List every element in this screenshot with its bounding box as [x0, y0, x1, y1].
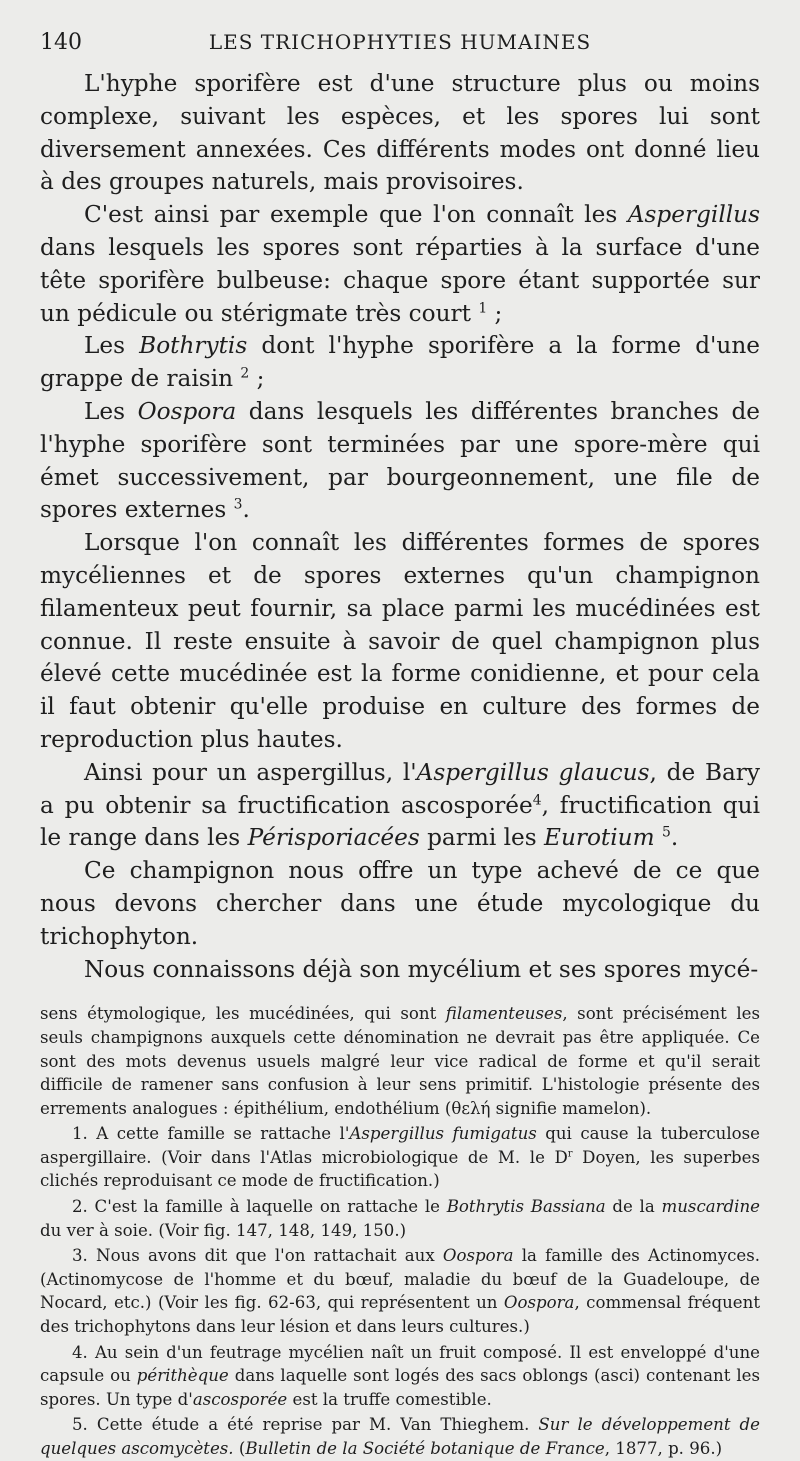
paragraph-4: Les Oospora dans lesquels les différentes branches de l'hyphe sporifère sont terminées par une spore-mère qui émet successivement, par bourgeonnement, une file de spores externes $^3$. [40, 397, 761, 524]
paragraph-1: L'hyphe sporifère est d'une structure plus ou moins complexe, suivant les espèces, et les spores lui sont diversement annexées. Ces différents modes ont donné lieu à des groupes naturels, mais provisoires. [40, 70, 760, 196]
footnote-4: 4. Au sein d'un feutrage mycélien naît un fruit composé. Il est enveloppé d'une capsule ou périthèque dans laquelle sont logés des sacs oblongs (asci) contenant les spores. Un type d'ascosporée est la truffe comestible. [40, 1342, 760, 1409]
taxon-perisporiacees: Périsporiacées [247, 824, 420, 852]
footnote-5: 5. Cette étude a été reprise par M. Van Thieghem. Sur le développement de quelques ascomycètes. (Bulletin de la Société botanique de France, 1877, p. 96.) [40, 1415, 760, 1458]
footnote-ref-5: 5 [661, 824, 671, 841]
taxon-oospora: Oospora [137, 397, 237, 425]
footnotes [40, 1002, 760, 1460]
footnote-2: 2. C'est la famille à laquelle on rattache le Bothrytis Bassiana de la muscardine du ver à soie. (Voir fig. 147, 148, 149, 150.) [40, 1197, 760, 1240]
running-title: LES TRICHOPHYTIES HUMAINES [208, 30, 592, 54]
taxon-bothrytis: Bothrytis [139, 332, 248, 360]
taxon-eurotium: Eurotium [544, 824, 655, 852]
footnote-continuation: sens étymologique, les mucédinées, qui sont filamenteuses, sont précisément les seuls champignons auxquels cette dénomination ne devrait pas être appliquée. Ce sont des mots devenus usuels malgré leur vice radical de forme et qu'il serait difficile de ramener sans confusion à leur sens primitif. L'histologie présente des errements analogues : épithélium, endothélium (θελή signifie mamelon). [40, 1004, 761, 1118]
footnote-ref-4: 4 [532, 791, 542, 808]
footnote-ref-1: 1 [478, 299, 488, 316]
page-number: 140 [40, 30, 82, 55]
main-text [40, 68, 760, 986]
taxon-aspergillus-glaucus: Aspergillus glaucus [416, 758, 650, 786]
footnote-1: 1. A cette famille se rattache l'Aspergillus fumigatus qui cause la tuberculose aspergillaire. (Voir dans l'Atlas microbiologique de M. le $D^r$ Doyen, les superbes clichés reproduisant ce mode de fructification.) [40, 1124, 760, 1191]
taxon-aspergillus: Aspergillus [627, 201, 760, 229]
paragraph-6: Ainsi pour un aspergillus, l'Aspergillus glaucus, de Bary a pu obtenir sa fructification ascosporée$^4$, fructification qui le range dans les Périsporiacées parmi les Eurotium $^5$. [40, 758, 761, 852]
paragraph-3: Les Bothrytis dont l'hyphe sporifère a la forme d'une grappe de raisin $^2$ ; [40, 332, 761, 393]
paragraph-8: Nous connaissons déjà son mycélium et ses spores mycé- [84, 955, 759, 983]
paragraph-2: C'est ainsi par exemple que l'on connaît les Aspergillus dans lesquels les spores sont réparties à la surface d'une tête sporifère bulbeuse: chaque spore étant supportée sur un pédicule ou stérigmate très court $^1$ ; [40, 201, 760, 327]
paragraph-7: Ce champignon nous offre un type achevé de ce que nous devons chercher dans une étude mycologique du trichophyton. [40, 857, 760, 950]
paragraph-5: Lorsque l'on connaît les différentes formes de spores mycéliennes et de spores externes qu'un champignon filamenteux peut fournir, sa place parmi les mucédinées est connue. Il reste ensuite à savoir de quel champignon plus élevé cette mucédinée est la forme conidienne, et pour cela il faut obtenir qu'elle produise en culture des formes de reproduction plus hautes. [40, 529, 760, 753]
footnote-ref-3: 3 [233, 496, 243, 513]
footnote-ref-2: 2 [240, 365, 250, 382]
footnote-3: 3. Nous avons dit que l'on rattachait aux Oospora la famille des Actinomyces. (Actinomycose de l'homme et du bœuf, maladie du bœuf de la Guadeloupe, de Nocard, etc.) (Voir les fig. 62-63, qui représentent un Oospora, commensal fréquent des trichophytons dans leur lésion et dans leurs cultures.) [40, 1246, 760, 1337]
page-header [40, 26, 760, 64]
